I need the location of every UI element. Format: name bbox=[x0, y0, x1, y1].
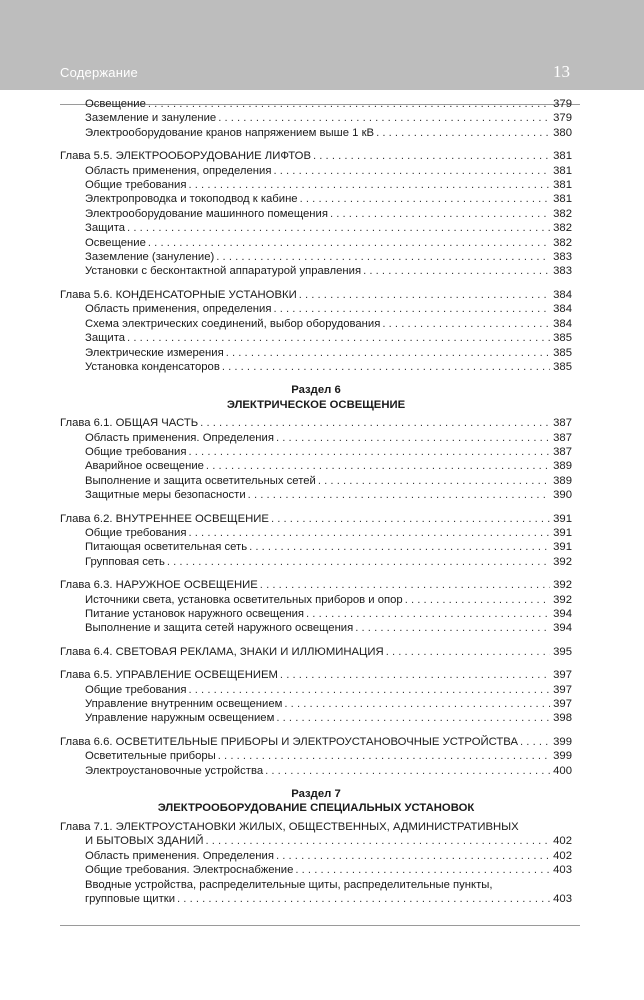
header-band bbox=[0, 0, 644, 90]
toc-entry-page: 397 bbox=[553, 683, 572, 696]
toc-sub-entry[interactable] bbox=[60, 178, 572, 192]
toc-group bbox=[60, 735, 572, 778]
toc-chapter-entry[interactable] bbox=[60, 512, 572, 526]
dot-leader bbox=[226, 346, 550, 360]
toc-sub-entry[interactable] bbox=[60, 97, 572, 111]
toc-sub-entry[interactable] bbox=[60, 126, 572, 140]
toc-entry-page: 403 bbox=[553, 892, 572, 905]
dot-leader bbox=[248, 488, 550, 502]
toc-chapter-entry[interactable] bbox=[60, 668, 572, 682]
toc-entry-page: 387 bbox=[553, 417, 572, 430]
toc-group bbox=[60, 149, 572, 279]
toc-entry-title: Защитные меры безопасности bbox=[85, 489, 246, 502]
toc-entry-title: Установка конденсаторов bbox=[85, 360, 220, 373]
toc-entry-page: 385 bbox=[553, 360, 572, 373]
toc-entry-page: 392 bbox=[553, 593, 572, 606]
toc-entry-page: 403 bbox=[553, 864, 572, 877]
toc-entry-page: 381 bbox=[553, 150, 572, 163]
toc-sub-entry[interactable] bbox=[60, 346, 572, 360]
toc-sub-entry[interactable] bbox=[60, 711, 572, 725]
toc-entry-title: Электрооборудование кранов напряжением выше 1 кВ bbox=[85, 126, 375, 139]
toc-entry-page: 385 bbox=[553, 346, 572, 359]
toc-sub-entry[interactable] bbox=[60, 302, 572, 316]
dot-leader bbox=[273, 302, 550, 316]
toc-entry-page: 382 bbox=[553, 207, 572, 220]
toc-entry-page: 384 bbox=[553, 317, 572, 330]
toc-sub-entry[interactable] bbox=[60, 488, 572, 502]
section-number: Раздел 7 bbox=[291, 788, 341, 801]
toc-sub-entry[interactable] bbox=[60, 164, 572, 178]
toc-sub-entry[interactable] bbox=[60, 236, 572, 250]
toc-entry-page: 379 bbox=[553, 112, 572, 125]
dot-leader bbox=[405, 593, 550, 607]
toc-entry-page: 385 bbox=[553, 332, 572, 345]
toc-sub-entry[interactable] bbox=[60, 250, 572, 264]
toc-entry-page: 383 bbox=[553, 251, 572, 264]
toc-chapter-entry[interactable] bbox=[60, 288, 572, 302]
toc-entry-title: Область применения, определения bbox=[85, 303, 272, 316]
toc-entry-page: 392 bbox=[553, 579, 572, 592]
toc-entry-title: Источники света, установка осветительных приборов и опор bbox=[85, 593, 403, 606]
toc-sub-entry[interactable] bbox=[60, 749, 572, 763]
dot-leader bbox=[318, 474, 550, 488]
dot-leader bbox=[276, 431, 550, 445]
toc-entry-title: Область применения, определения bbox=[85, 164, 272, 177]
toc-entry-title: Освещение bbox=[85, 98, 146, 110]
toc-entry-title: Глава 6.1. ОБЩАЯ ЧАСТЬ bbox=[60, 417, 199, 430]
toc-entry-page: 381 bbox=[553, 193, 572, 206]
toc-entry-title: Питание установок наружного освещения bbox=[85, 608, 305, 620]
dot-leader bbox=[280, 668, 550, 682]
toc-sub-entry[interactable] bbox=[60, 445, 572, 459]
toc-entry-title: Освещение bbox=[85, 236, 146, 249]
dot-leader bbox=[205, 834, 550, 848]
toc-entry-page: 399 bbox=[553, 735, 572, 748]
dot-leader bbox=[127, 331, 550, 345]
toc-sub-entry[interactable] bbox=[60, 764, 572, 778]
toc-sub-entry[interactable] bbox=[60, 192, 572, 206]
dot-leader bbox=[363, 264, 550, 278]
toc-entry-title: Аварийное освещение bbox=[85, 460, 204, 473]
toc-group bbox=[60, 820, 572, 906]
toc-entry-title: Защита bbox=[85, 332, 126, 345]
toc-entry-title: Выполнение и защита осветительных сетей bbox=[85, 474, 316, 487]
toc-entry-page: 391 bbox=[553, 541, 572, 554]
dot-leader bbox=[148, 236, 550, 250]
toc-entry-title: Управление внутренним освещением bbox=[85, 698, 283, 711]
toc-entry-page: 402 bbox=[553, 835, 572, 848]
toc-sub-entry[interactable] bbox=[60, 317, 572, 331]
toc-entry-title: Заземление (зануление) bbox=[85, 251, 215, 264]
toc-entry-page: 381 bbox=[553, 179, 572, 192]
toc-entry-page: 391 bbox=[553, 526, 572, 539]
toc-entry-title: Глава 6.5. УПРАВЛЕНИЕ ОСВЕЩЕНИЕМ bbox=[60, 669, 278, 682]
dot-leader bbox=[260, 578, 550, 592]
toc-sub-entry[interactable] bbox=[60, 459, 572, 473]
toc-entry-page: 399 bbox=[553, 750, 572, 763]
toc-entry-title: групповые щитки bbox=[85, 892, 176, 905]
toc-entry-title: Глава 6.4. СВЕТОВАЯ РЕКЛАМА, ЗНАКИ И ИЛЛЮМИНАЦИЯ bbox=[60, 645, 384, 658]
toc-entry-title: Глава 5.6. КОНДЕНСАТОРНЫЕ УСТАНОВКИ bbox=[60, 288, 297, 301]
toc-entry-title: Глава 5.5. ЭЛЕКТРООБОРУДОВАНИЕ ЛИФТОВ bbox=[60, 150, 311, 163]
toc-entry-page: 381 bbox=[553, 164, 572, 177]
dot-leader bbox=[284, 697, 550, 711]
dot-leader bbox=[300, 192, 550, 206]
dot-leader bbox=[376, 126, 550, 140]
toc-group bbox=[60, 97, 572, 140]
toc-entry-page: 383 bbox=[553, 265, 572, 278]
section-name: ЭЛЕКТРООБОРУДОВАНИЕ СПЕЦИАЛЬНЫХ УСТАНОВОК bbox=[157, 802, 475, 815]
toc-entry-page: 384 bbox=[553, 288, 572, 301]
dot-leader bbox=[382, 317, 550, 331]
toc-entry-title: Глава 6.2. ВНУТРЕННЕЕ ОСВЕЩЕНИЕ bbox=[60, 512, 269, 525]
dot-leader bbox=[188, 445, 550, 459]
toc-entry-title: Групповая сеть bbox=[85, 555, 165, 568]
toc-entry-page: 389 bbox=[553, 460, 572, 473]
dot-leader bbox=[206, 459, 550, 473]
toc-sub-entry[interactable] bbox=[60, 607, 572, 621]
dot-leader bbox=[273, 164, 550, 178]
toc-sub-entry[interactable] bbox=[60, 555, 572, 569]
dot-leader bbox=[295, 863, 550, 877]
toc-entry-title: И БЫТОВЫХ ЗДАНИЙ bbox=[85, 835, 204, 848]
dot-leader bbox=[216, 250, 550, 264]
toc-sub-entry[interactable] bbox=[60, 593, 572, 607]
toc-entry-page: 380 bbox=[553, 126, 572, 139]
dot-leader bbox=[188, 683, 550, 697]
dot-leader bbox=[218, 749, 550, 763]
toc-entry-title: Электроустановочные устройства bbox=[85, 764, 264, 777]
toc-sub-entry[interactable] bbox=[60, 834, 572, 848]
toc-entry-page: 382 bbox=[553, 222, 572, 235]
dot-leader bbox=[271, 512, 550, 526]
toc-entry-page: 392 bbox=[553, 555, 572, 568]
toc-sub-entry[interactable] bbox=[60, 221, 572, 235]
toc-entry-page: 397 bbox=[553, 698, 572, 711]
toc-entry-title: Глава 6.3. НАРУЖНОЕ ОСВЕЩЕНИЕ bbox=[60, 579, 258, 592]
dot-leader bbox=[520, 735, 550, 749]
dot-leader bbox=[265, 764, 550, 778]
toc-entry-title: Выполнение и защита сетей наружного освещения bbox=[85, 622, 354, 635]
toc-entry-title: Общие требования bbox=[85, 445, 187, 458]
toc-entry-page: 379 bbox=[553, 98, 572, 110]
toc-entry-title: Питающая осветительная сеть bbox=[85, 541, 248, 554]
toc-entry-title: Электрические измерения bbox=[85, 346, 224, 359]
toc-entry-page: 402 bbox=[553, 849, 572, 862]
toc-entry-title-line: Вводные устройства, распределительные щиты, распределительные пункты, bbox=[85, 878, 493, 891]
toc-entry-title: Электропроводка и токоподвод к кабине bbox=[85, 193, 298, 206]
dot-leader bbox=[222, 360, 550, 374]
toc-entry-title: Электрооборудование машинного помещения bbox=[85, 207, 328, 220]
toc-entry-title: Область применения. Определения bbox=[85, 849, 274, 862]
toc-sub-entry[interactable] bbox=[60, 526, 572, 540]
toc-group bbox=[60, 288, 572, 374]
toc-sub-entry[interactable] bbox=[60, 264, 572, 278]
toc-sub-entry[interactable] bbox=[60, 683, 572, 697]
page-number: 13 bbox=[553, 62, 570, 81]
dot-leader bbox=[313, 149, 550, 163]
toc-entry-title: Схема электрических соединений, выбор оборудования bbox=[85, 317, 381, 330]
bottom-rule bbox=[60, 925, 580, 926]
toc-sub-entry[interactable] bbox=[60, 540, 572, 554]
toc-entry-title: Общие требования bbox=[85, 683, 187, 696]
dot-leader bbox=[276, 711, 550, 725]
toc-entry-title: Защита bbox=[85, 222, 126, 235]
toc-sub-entry[interactable] bbox=[60, 849, 572, 863]
toc-group bbox=[60, 668, 572, 726]
toc-entry-page: 400 bbox=[553, 764, 572, 777]
toc-entry-page: 384 bbox=[553, 303, 572, 316]
toc-entry-page: 382 bbox=[553, 236, 572, 249]
toc-chapter-entry[interactable] bbox=[60, 735, 572, 749]
toc-entry-title-line: Глава 7.1. ЭЛЕКТРОУСТАНОВКИ ЖИЛЫХ, ОБЩЕСТВЕННЫХ, АДМИНИСТРАТИВНЫХ bbox=[60, 820, 519, 833]
section-heading bbox=[60, 383, 572, 416]
toc-entry-page: 394 bbox=[553, 608, 572, 620]
dot-leader bbox=[148, 97, 550, 111]
dot-leader bbox=[177, 892, 550, 906]
toc-entry-page: 397 bbox=[553, 669, 572, 682]
dot-leader bbox=[355, 621, 550, 635]
table-of-contents bbox=[60, 97, 572, 915]
toc-entry-title: Установки с бесконтактной аппаратурой управления bbox=[85, 265, 362, 278]
toc-sub-entry[interactable] bbox=[60, 892, 572, 906]
section-heading bbox=[60, 787, 572, 820]
toc-entry-page: 394 bbox=[553, 622, 572, 635]
toc-group bbox=[60, 645, 572, 659]
toc-sub-entry[interactable] bbox=[60, 621, 572, 635]
toc-sub-entry[interactable] bbox=[60, 431, 572, 445]
toc-entry-title: Общие требования bbox=[85, 526, 187, 539]
running-header-title: Содержание bbox=[60, 65, 138, 80]
dot-leader bbox=[276, 849, 550, 863]
dot-leader bbox=[200, 416, 550, 430]
toc-entry-title: Общие требования. Электроснабжение bbox=[85, 864, 294, 877]
toc-entry-title: Осветительные приборы bbox=[85, 750, 216, 763]
toc-chapter-entry[interactable] bbox=[60, 149, 572, 163]
dot-leader bbox=[188, 178, 550, 192]
toc-group bbox=[60, 578, 572, 636]
dot-leader bbox=[188, 526, 550, 540]
toc-chapter-entry[interactable] bbox=[60, 416, 572, 430]
dot-leader bbox=[127, 221, 550, 235]
toc-entry-page: 387 bbox=[553, 431, 572, 444]
toc-group bbox=[60, 512, 572, 570]
dot-leader bbox=[218, 111, 550, 125]
toc-sub-entry[interactable] bbox=[60, 331, 572, 345]
dot-leader bbox=[386, 645, 550, 659]
toc-entry-page: 391 bbox=[553, 512, 572, 525]
toc-chapter-entry[interactable] bbox=[60, 578, 572, 592]
section-name: ЭЛЕКТРИЧЕСКОЕ ОСВЕЩЕНИЕ bbox=[226, 398, 406, 411]
toc-group bbox=[60, 416, 572, 502]
toc-entry-page: 387 bbox=[553, 445, 572, 458]
toc-entry-title: Область применения. Определения bbox=[85, 431, 274, 444]
toc-entry-title: Глава 6.6. ОСВЕТИТЕЛЬНЫЕ ПРИБОРЫ И ЭЛЕКТРОУСТАНОВОЧНЫЕ УСТРОЙСТВА bbox=[60, 735, 519, 748]
toc-entry-page: 398 bbox=[553, 712, 572, 725]
dot-leader bbox=[167, 555, 550, 569]
section-number: Раздел 6 bbox=[291, 384, 341, 397]
toc-sub-entry[interactable] bbox=[60, 207, 572, 221]
toc-entry-title: Общие требования bbox=[85, 179, 187, 192]
toc-chapter-entry[interactable] bbox=[60, 645, 572, 659]
toc-sub-entry[interactable] bbox=[60, 697, 572, 711]
toc-sub-entry[interactable] bbox=[60, 111, 572, 125]
dot-leader bbox=[299, 288, 550, 302]
toc-sub-entry[interactable] bbox=[60, 863, 572, 877]
dot-leader bbox=[330, 207, 550, 221]
toc-sub-entry[interactable] bbox=[60, 360, 572, 374]
toc-entry-title: Управление наружным освещением bbox=[85, 712, 275, 725]
dot-leader bbox=[306, 607, 550, 621]
toc-entry-page: 395 bbox=[553, 645, 572, 658]
toc-entry-title: Заземление и зануление bbox=[85, 112, 217, 125]
toc-entry-page: 389 bbox=[553, 474, 572, 487]
toc-entry-page: 390 bbox=[553, 489, 572, 502]
toc-sub-entry[interactable] bbox=[60, 474, 572, 488]
dot-leader bbox=[249, 540, 550, 554]
